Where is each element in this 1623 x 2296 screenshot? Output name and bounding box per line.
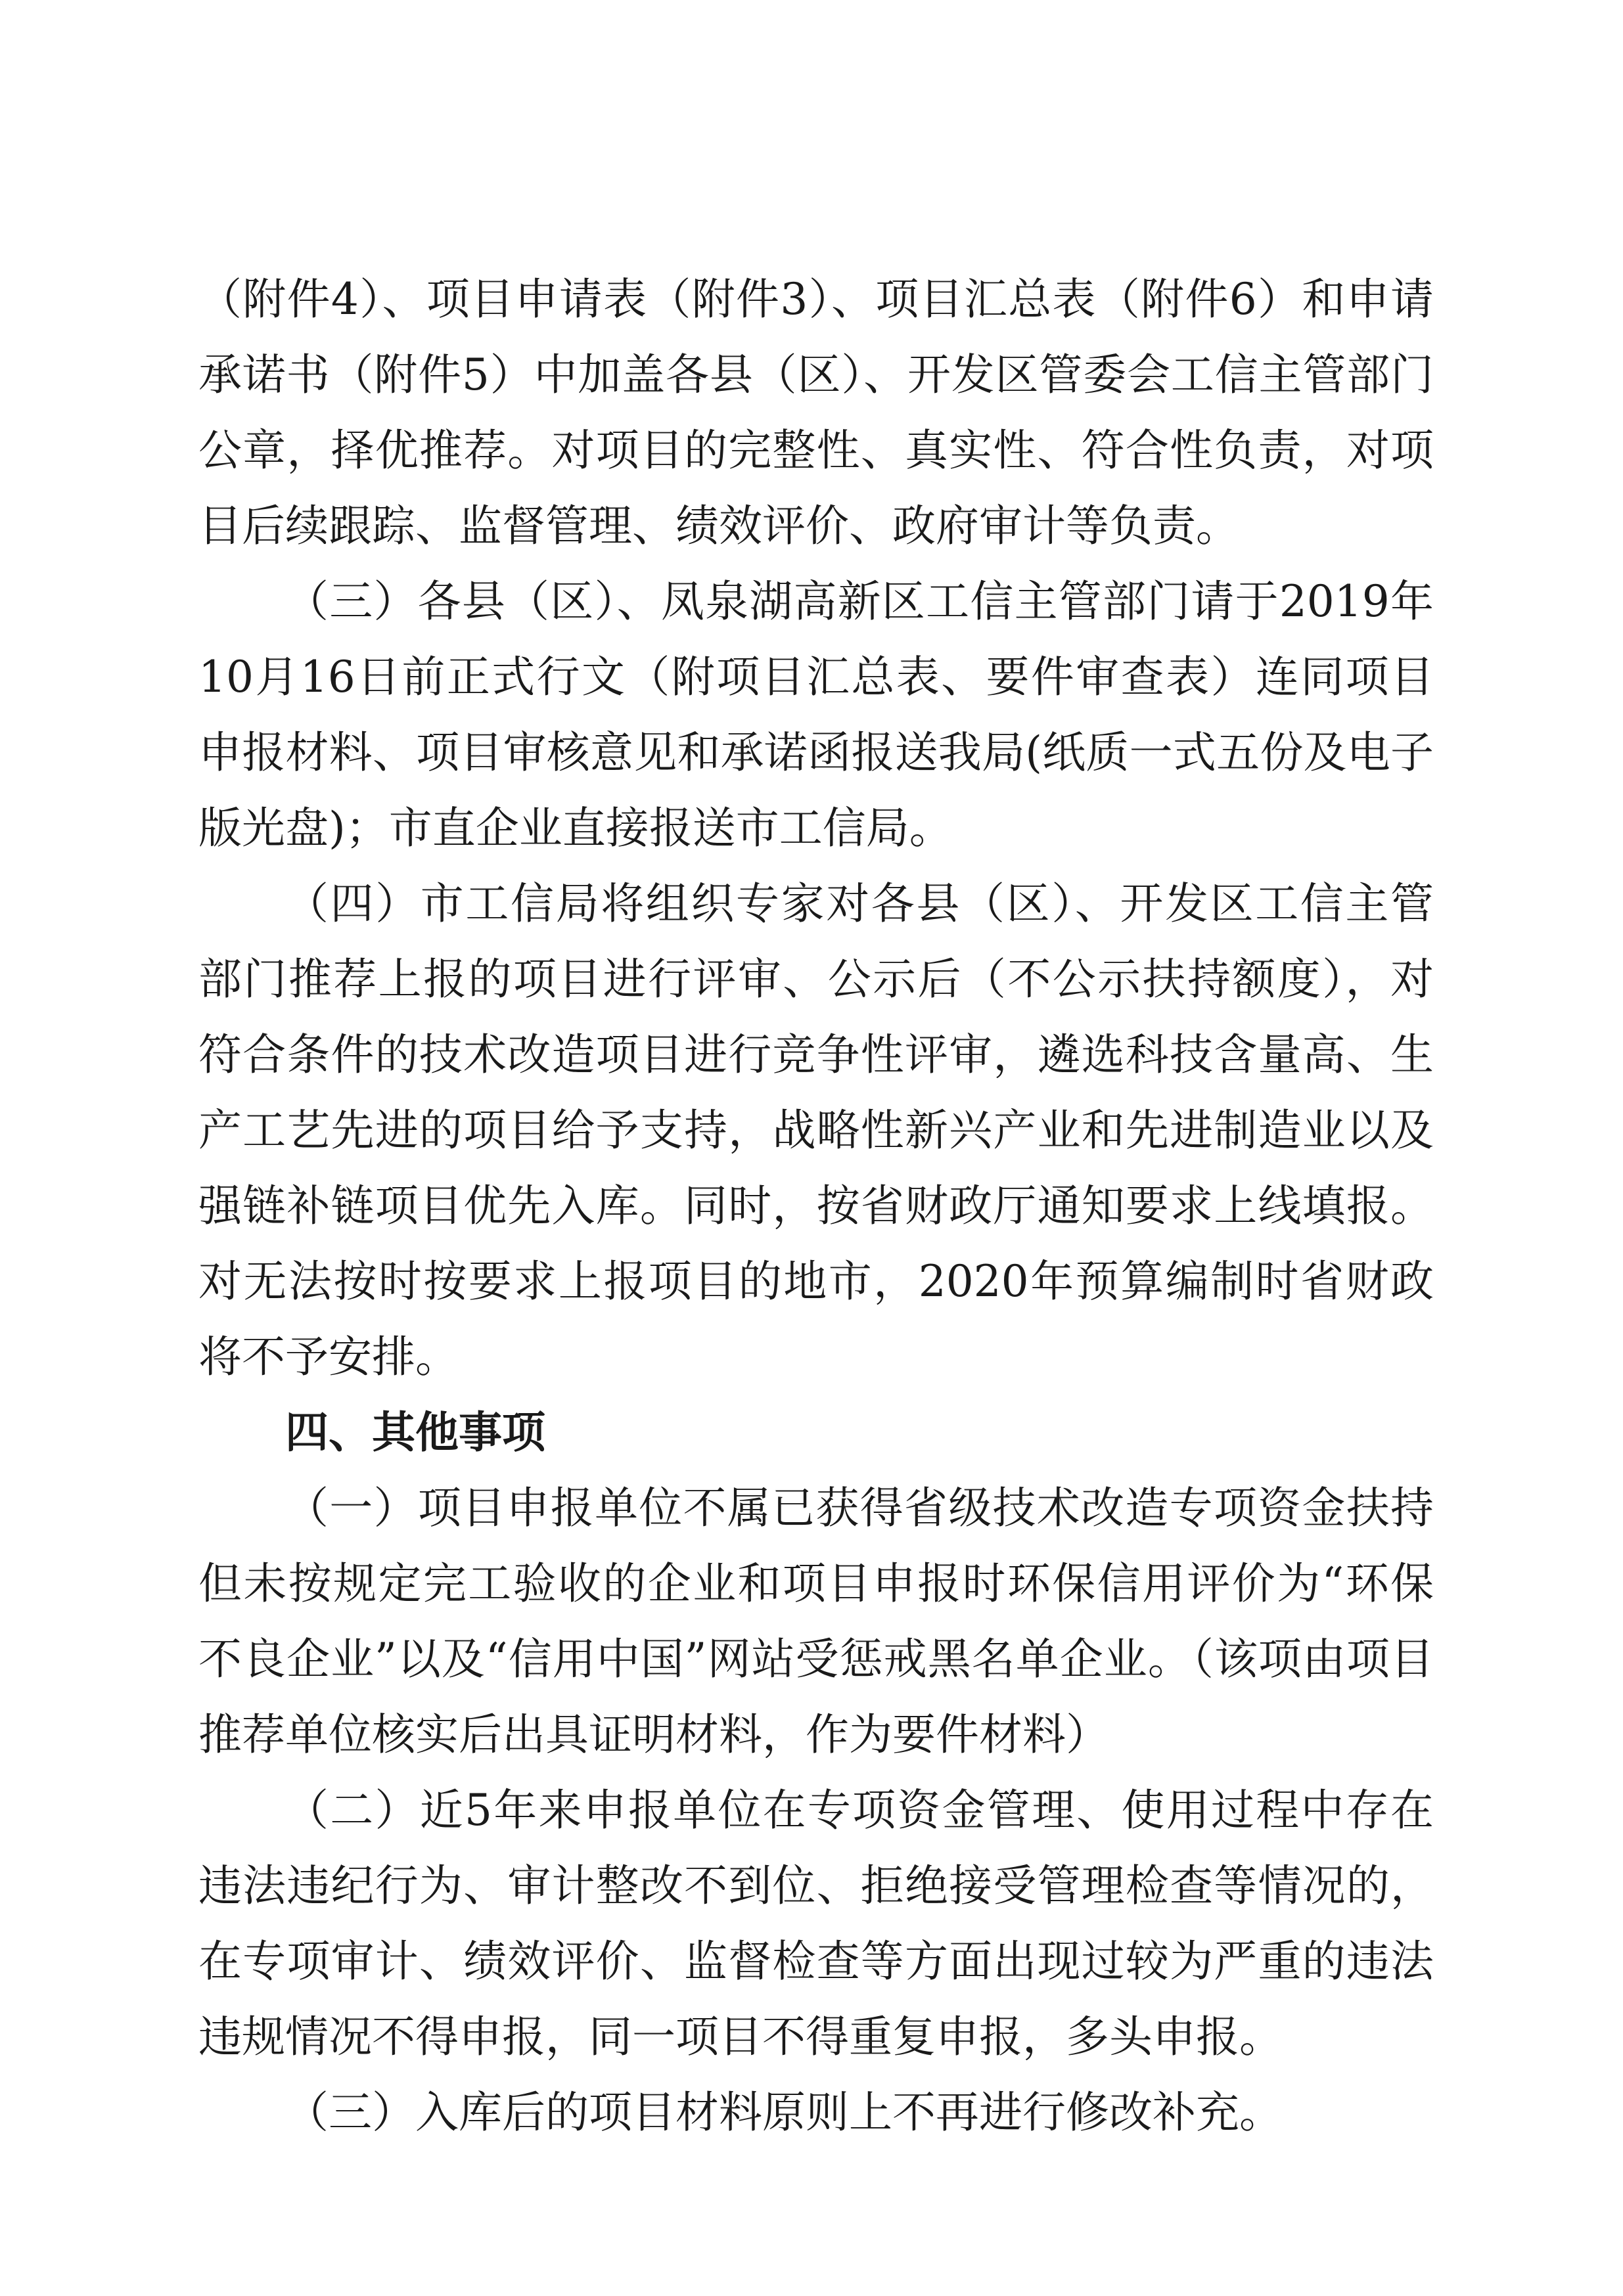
document-body — [198, 261, 1434, 2150]
paragraph-item-3-submission: （三）各县（区）、凤泉湖高新区工信主管部门请于2019年10月16日前正式行文（附项目汇总表、要件审查表）连同项目申报材料、项目审核意见和承诺函报送我局(纸质一式五份及电子版光盘)；市直企业直接报送市工信局。 — [198, 576, 1434, 853]
paragraph-other-1-eligibility: （一）项目申报单位不属已获得省级技术改造专项资金扶持但未按规定完工验收的企业和项目申报时环保信用评价为“环保不良企业”以及“信用中国”网站受惩戒黑名单企业。（该项由项目推荐单位核实后出具证明材料，作为要件材料） — [198, 1483, 1434, 1760]
paragraph-attachments-continuation: （附件4）、项目申请表（附件3）、项目汇总表（附件6）和申请承诺书（附件5）中加盖各县（区）、开发区管委会工信主管部门公章，择优推荐。对项目的完整性、真实性、符合性负责，对项目后续跟踪、监督管理、绩效评价、政府审计等负责。 — [198, 274, 1434, 551]
paragraph-item-4-review: （四）市工信局将组织专家对各县（区）、开发区工信主管部门推荐上报的项目进行评审、公示后（不公示扶持额度），对符合条件的技术改造项目进行竞争性评审，遴选科技含量高、生产工艺先进的项目给予支持，战略性新兴产业和先进制造业以及强链补链项目优先入库。同时，按省财政厅通知要求上线填报。对无法按时按要求上报项目的地市，2020年预算编制时省财政将不予安排。 — [198, 878, 1434, 1382]
paragraph-other-2-violations: （二）近5年来申报单位在专项资金管理、使用过程中存在违法违纪行为、审计整改不到位、拒绝接受管理检查等情况的，在专项审计、绩效评价、监督检查等方面出现过较为严重的违法违规情况不得申报，同一项目不得重复申报，多头申报。 — [198, 1785, 1434, 2062]
paragraph-other-3-no-revision: （三）入库后的项目材料原则上不再进行修改补充。 — [285, 2087, 1283, 2138]
section-heading-other-matters: 四、其他事项 — [285, 1407, 545, 1458]
